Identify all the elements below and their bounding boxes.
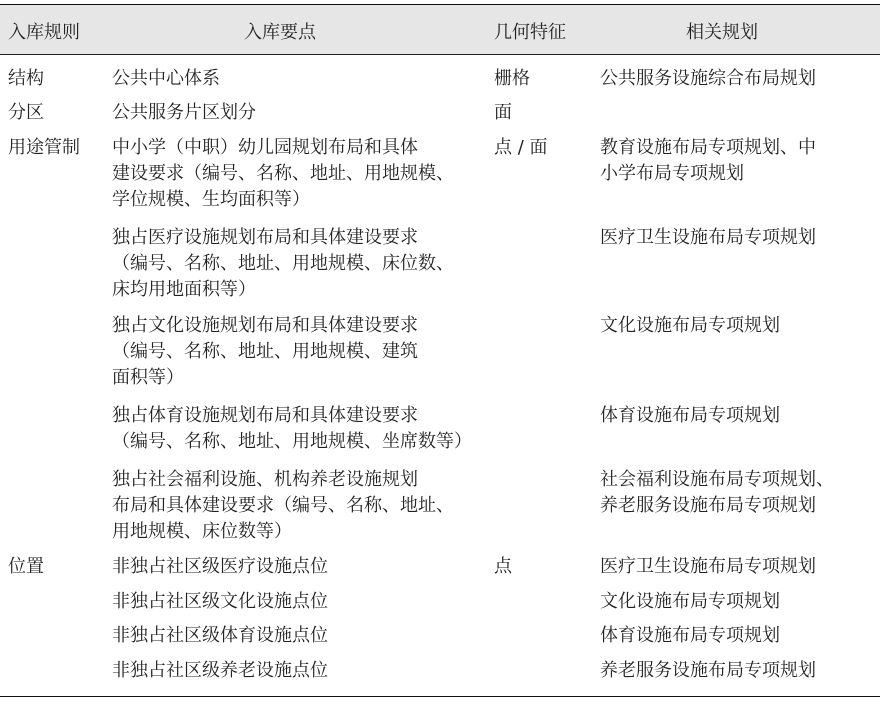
header-points: 入库要点 [244, 22, 316, 43]
cell-plan-line: 养老服务设施布局专项规划 [600, 660, 816, 681]
cell-points-line: 独占医疗设施规划布局和具体建设要求 [112, 227, 418, 248]
header-rule: 入库规则 [8, 22, 80, 43]
cell-plan-line: 体育设施布局专项规划 [600, 625, 780, 646]
cell-plan-line: 小学布局专项规划 [600, 163, 744, 184]
table-header-row [0, 5, 880, 54]
cell-points-line: 学位规模、生均面积等） [112, 189, 310, 210]
cell-rule: 位置 [8, 556, 44, 577]
cell-rule: 结构 [8, 68, 44, 89]
table-header-rule [0, 54, 880, 55]
cell-points-line: 建设要求（编号、名称、地址、用地规模、 [112, 163, 454, 184]
cell-plan-line: 社会福利设施布局专项规划、 [600, 469, 834, 490]
cell-points-line: 独占社会福利设施、机构养老设施规划 [112, 469, 418, 490]
cell-points-line: 独占体育设施规划布局和具体建设要求 [112, 405, 418, 426]
cell-geometry: 栅格 [494, 68, 530, 89]
cell-points-line: 用地规模、床位数等） [112, 521, 292, 542]
cell-plan-line: 体育设施布局专项规划 [600, 405, 780, 426]
cell-points-line: 公共服务片区划分 [112, 102, 256, 123]
cell-points-line: 非独占社区级养老设施点位 [112, 660, 328, 681]
header-geometry: 几何特征 [494, 22, 566, 43]
table-bottom-rule [0, 696, 880, 697]
cell-points-line: 独占文化设施规划布局和具体建设要求 [112, 315, 418, 336]
cell-geometry: 点 / 面 [494, 137, 548, 158]
cell-rule: 用途管制 [8, 137, 80, 158]
cell-points-line: 非独占社区级体育设施点位 [112, 625, 328, 646]
header-plan: 相关规划 [686, 22, 758, 43]
cell-points-line: 中小学（中职）幼儿园规划布局和具体 [112, 137, 418, 158]
cell-points-line: （编号、名称、地址、用地规模、床位数、 [112, 253, 454, 274]
cell-plan-line: 文化设施布局专项规划 [600, 591, 780, 612]
cell-points-line: （编号、名称、地址、用地规模、坐席数等） [112, 431, 472, 452]
cell-rule: 分区 [8, 102, 44, 123]
cell-plan-line: 文化设施布局专项规划 [600, 315, 780, 336]
cell-points-line: （编号、名称、地址、用地规模、建筑 [112, 341, 418, 362]
cell-points-line: 公共中心体系 [112, 68, 220, 89]
cell-points-line: 面积等） [112, 367, 184, 388]
cell-plan-line: 养老服务设施布局专项规划 [600, 495, 816, 516]
cell-plan-line: 医疗卫生设施布局专项规划 [600, 227, 816, 248]
cell-points-line: 床均用地面积等） [112, 279, 256, 300]
cell-plan-line: 教育设施布局专项规划、中 [600, 137, 816, 158]
cell-plan-line: 公共服务设施综合布局规划 [600, 68, 816, 89]
cell-points-line: 布局和具体建设要求（编号、名称、地址、 [112, 495, 454, 516]
cell-points-line: 非独占社区级医疗设施点位 [112, 556, 328, 577]
cell-geometry: 面 [494, 102, 512, 123]
cell-plan-line: 医疗卫生设施布局专项规划 [600, 556, 816, 577]
cell-geometry: 点 [494, 556, 512, 577]
cell-points-line: 非独占社区级文化设施点位 [112, 591, 328, 612]
